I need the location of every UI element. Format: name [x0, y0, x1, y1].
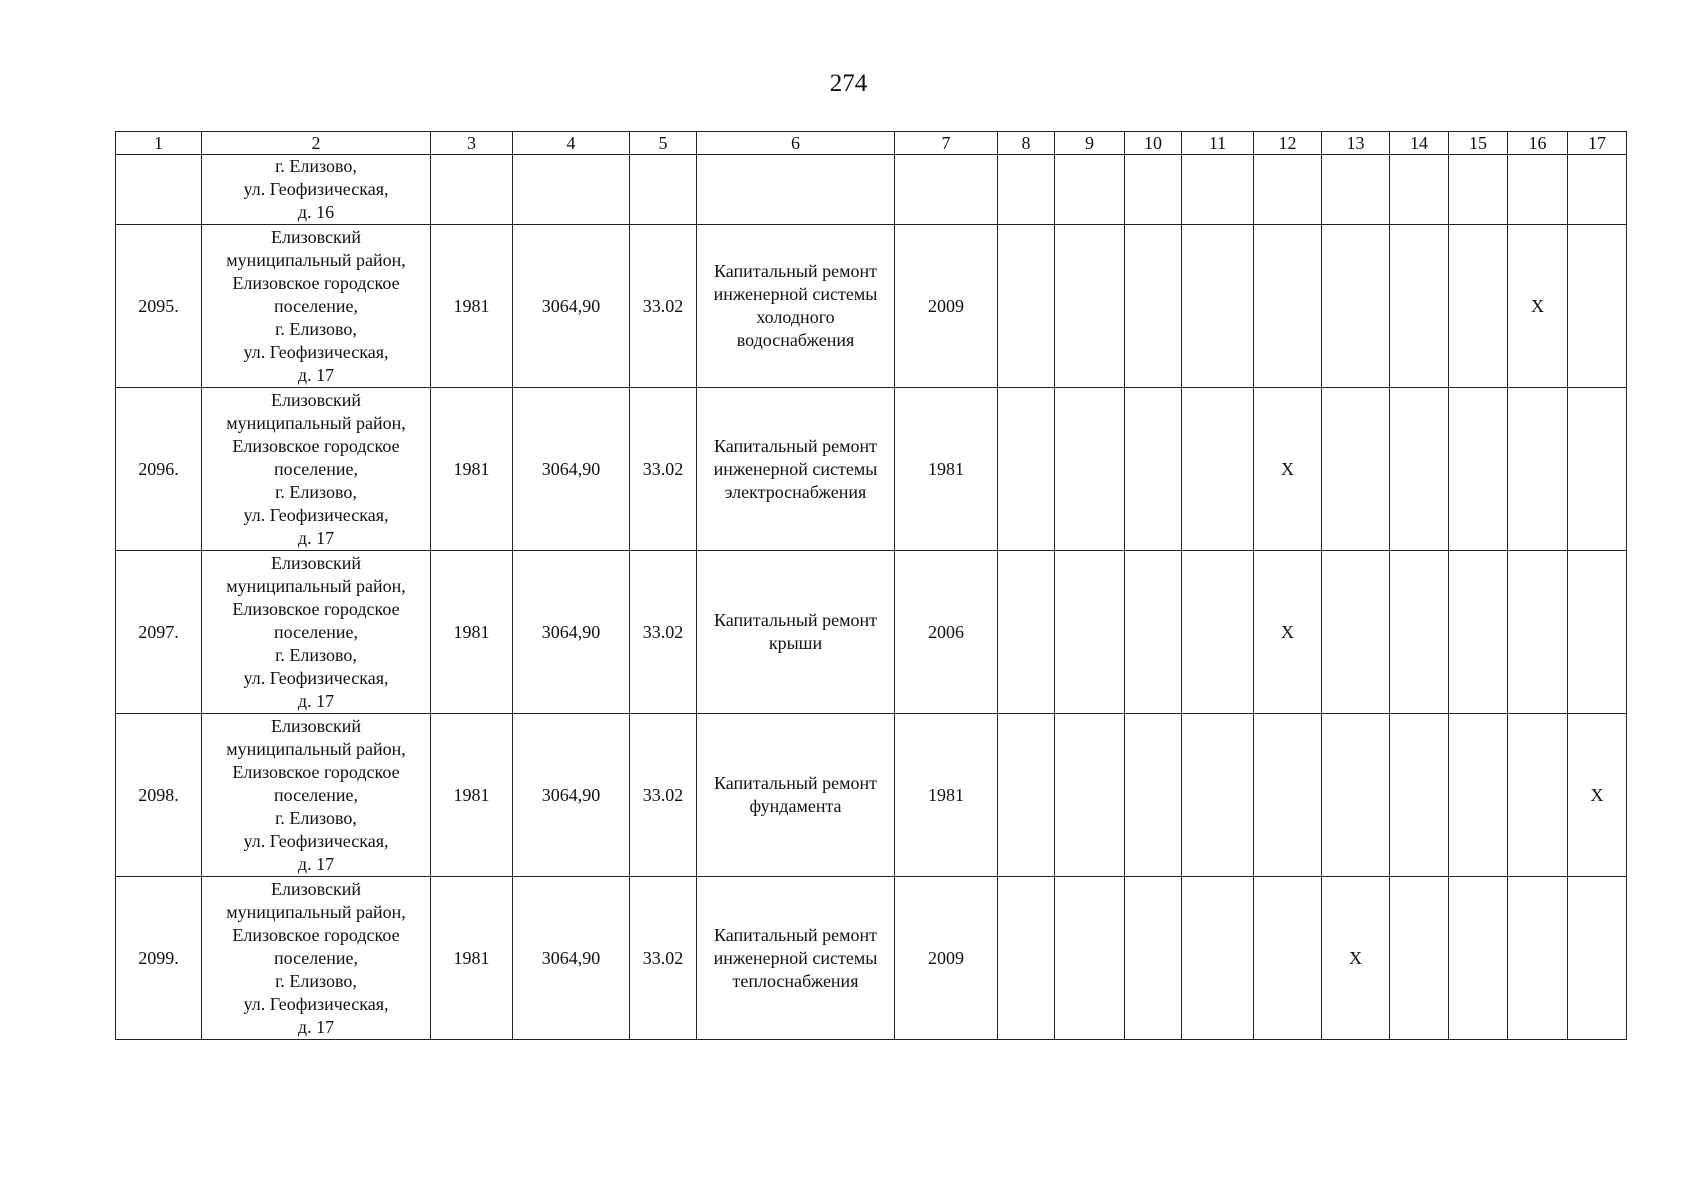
cell-empty — [1449, 155, 1508, 225]
address-line: муниципальный район, — [226, 738, 406, 759]
cell-mark — [1390, 551, 1449, 714]
table-row — [116, 388, 1627, 551]
cell-mark — [1182, 225, 1254, 388]
cell-empty — [1390, 155, 1449, 225]
cell-code: 33.02 — [630, 877, 697, 1040]
address-line: Елизовский — [270, 226, 361, 247]
cell-code: 33.02 — [630, 551, 697, 714]
table-row — [116, 225, 1627, 388]
cell-mark — [1508, 388, 1568, 551]
cell-mark — [1125, 551, 1182, 714]
cell-work: Капитальный ремонт инженерной системы холодного водоснабжения — [697, 225, 895, 388]
cell-mark: X — [1322, 877, 1390, 1040]
address-line: д. 17 — [297, 690, 335, 711]
column-number-cell: 11 — [1182, 132, 1254, 155]
cell-mark — [1125, 877, 1182, 1040]
cell-work-year: 2009 — [895, 877, 998, 1040]
cell-mark — [998, 225, 1055, 388]
address-line: г. Елизово, — [275, 807, 357, 828]
address-line: г. Елизово, — [275, 318, 357, 339]
cell-empty — [1508, 155, 1568, 225]
cell-mark — [1125, 388, 1182, 551]
cell-work: Капитальный ремонт крыши — [697, 551, 895, 714]
cell-mark — [1254, 714, 1322, 877]
address-line: д. 17 — [297, 364, 335, 385]
address-line: д. 17 — [297, 853, 335, 874]
cell-mark — [1055, 877, 1125, 1040]
cell-num: 2098. — [116, 714, 202, 877]
address-line: Елизовский — [270, 878, 361, 899]
address-line: поселение, — [273, 295, 358, 316]
address-line: Елизовский — [270, 715, 361, 736]
continuation-row — [116, 155, 1627, 225]
address-line: Елизовское городское — [232, 761, 400, 782]
cell-mark — [1568, 877, 1627, 1040]
cell-mark: X — [1568, 714, 1627, 877]
address-line: г. Елизово, — [275, 481, 357, 502]
address-line: муниципальный район, — [226, 249, 406, 270]
cell-mark — [1322, 551, 1390, 714]
cell-num: 2097. — [116, 551, 202, 714]
column-number-cell: 17 — [1568, 132, 1627, 155]
cell-mark — [1182, 551, 1254, 714]
address-line: ул. Геофизическая, — [243, 667, 389, 688]
cell-address — [202, 225, 431, 388]
cell-address — [202, 714, 431, 877]
cell-year: 1981 — [431, 877, 513, 1040]
cell-address — [202, 877, 431, 1040]
cell-mark — [998, 551, 1055, 714]
cell-address — [202, 551, 431, 714]
cell-mark — [1254, 877, 1322, 1040]
cell-empty — [895, 155, 998, 225]
cell-mark — [1390, 225, 1449, 388]
table-row — [116, 877, 1627, 1040]
cell-num: 2096. — [116, 388, 202, 551]
cell-area: 3064,90 — [513, 551, 630, 714]
address-line: Елизовский — [270, 389, 361, 410]
cell-mark — [1449, 714, 1508, 877]
cell-mark — [1055, 388, 1125, 551]
column-number-cell: 13 — [1322, 132, 1390, 155]
address-line: поселение, — [273, 947, 358, 968]
column-number-cell: 15 — [1449, 132, 1508, 155]
address-line: д. 17 — [297, 1016, 335, 1037]
cell-mark — [1568, 388, 1627, 551]
cell-mark: X — [1508, 225, 1568, 388]
table-row — [116, 551, 1627, 714]
capital-repair-table — [115, 131, 1627, 1040]
cell-mark — [1449, 388, 1508, 551]
address-line: д. 16 — [297, 202, 335, 222]
address-line: ул. Геофизическая, — [243, 993, 389, 1014]
column-number-cell: 1 — [116, 132, 202, 155]
cell-empty — [630, 155, 697, 225]
cell-code: 33.02 — [630, 714, 697, 877]
cell-address — [202, 155, 431, 225]
cell-mark — [998, 714, 1055, 877]
cell-mark — [1254, 225, 1322, 388]
cell-mark — [1125, 714, 1182, 877]
cell-mark — [998, 388, 1055, 551]
address-line: муниципальный район, — [226, 901, 406, 922]
address-line: поселение, — [273, 784, 358, 805]
address-line: ул. Геофизическая, — [243, 341, 389, 362]
cell-mark — [1508, 714, 1568, 877]
cell-mark — [1055, 551, 1125, 714]
cell-mark — [1055, 714, 1125, 877]
cell-code: 33.02 — [630, 388, 697, 551]
cell-mark — [1390, 877, 1449, 1040]
cell-mark — [1449, 225, 1508, 388]
cell-mark — [1449, 551, 1508, 714]
column-number-cell: 4 — [513, 132, 630, 155]
cell-mark — [1449, 877, 1508, 1040]
address-line: Елизовское городское — [232, 435, 400, 456]
cell-empty — [431, 155, 513, 225]
cell-mark — [1508, 551, 1568, 714]
cell-mark — [1568, 551, 1627, 714]
column-number-row — [116, 132, 1627, 155]
cell-work: Капитальный ремонт инженерной системы электроснабжения — [697, 388, 895, 551]
cell-empty — [1322, 155, 1390, 225]
cell-empty — [1125, 155, 1182, 225]
cell-year: 1981 — [431, 225, 513, 388]
cell-work: Капитальный ремонт инженерной системы теплоснабжения — [697, 877, 895, 1040]
cell-mark — [1055, 225, 1125, 388]
cell-empty — [998, 155, 1055, 225]
cell-area: 3064,90 — [513, 388, 630, 551]
address-line: Елизовское городское — [232, 272, 400, 293]
cell-mark — [1508, 877, 1568, 1040]
address-line: д. 17 — [297, 527, 335, 548]
page-number: 274 — [829, 70, 868, 97]
cell-mark — [1182, 714, 1254, 877]
cell-work: Капитальный ремонт фундамента — [697, 714, 895, 877]
address-line: г. Елизово, — [275, 970, 357, 991]
address-line: Елизовское городское — [232, 598, 400, 619]
table-body — [116, 132, 1627, 1040]
cell-mark — [1182, 877, 1254, 1040]
address-line: муниципальный район, — [226, 575, 406, 596]
cell-mark — [1322, 714, 1390, 877]
cell-mark — [1322, 388, 1390, 551]
cell-work-year: 2009 — [895, 225, 998, 388]
cell-mark — [1390, 714, 1449, 877]
cell-mark — [1390, 388, 1449, 551]
cell-year: 1981 — [431, 388, 513, 551]
cell-num — [116, 155, 202, 225]
column-number-cell: 9 — [1055, 132, 1125, 155]
column-number-cell: 2 — [202, 132, 431, 155]
column-number-cell: 14 — [1390, 132, 1449, 155]
address-line: ул. Геофизическая, — [243, 179, 389, 199]
column-number-cell: 8 — [998, 132, 1055, 155]
cell-work-year: 2006 — [895, 551, 998, 714]
address-line: г. Елизово, — [275, 644, 357, 665]
address-line: поселение, — [273, 621, 358, 642]
address-line: Елизовское городское — [232, 924, 400, 945]
cell-work-year: 1981 — [895, 388, 998, 551]
cell-mark — [1182, 388, 1254, 551]
cell-area: 3064,90 — [513, 877, 630, 1040]
cell-mark — [1322, 225, 1390, 388]
column-number-cell: 3 — [431, 132, 513, 155]
cell-mark — [1568, 225, 1627, 388]
cell-mark: X — [1254, 551, 1322, 714]
address-line: поселение, — [273, 458, 358, 479]
cell-mark — [998, 877, 1055, 1040]
cell-area: 3064,90 — [513, 714, 630, 877]
cell-mark: X — [1254, 388, 1322, 551]
cell-code: 33.02 — [630, 225, 697, 388]
cell-empty — [1568, 155, 1627, 225]
column-number-cell: 6 — [697, 132, 895, 155]
column-number-cell: 7 — [895, 132, 998, 155]
cell-year: 1981 — [431, 551, 513, 714]
cell-empty — [513, 155, 630, 225]
column-number-cell: 16 — [1508, 132, 1568, 155]
cell-area: 3064,90 — [513, 225, 630, 388]
column-number-cell: 5 — [630, 132, 697, 155]
address-line: ул. Геофизическая, — [243, 504, 389, 525]
cell-empty — [697, 155, 895, 225]
cell-empty — [1055, 155, 1125, 225]
address-line: муниципальный район, — [226, 412, 406, 433]
address-line: ул. Геофизическая, — [243, 830, 389, 851]
cell-year: 1981 — [431, 714, 513, 877]
column-number-cell: 10 — [1125, 132, 1182, 155]
column-number-cell: 12 — [1254, 132, 1322, 155]
cell-address — [202, 388, 431, 551]
cell-num: 2099. — [116, 877, 202, 1040]
cell-empty — [1182, 155, 1254, 225]
address-line: Елизовский — [270, 552, 361, 573]
cell-num: 2095. — [116, 225, 202, 388]
address-line: г. Елизово, — [275, 156, 357, 176]
cell-mark — [1125, 225, 1182, 388]
cell-work-year: 1981 — [895, 714, 998, 877]
cell-empty — [1254, 155, 1322, 225]
table-row — [116, 714, 1627, 877]
